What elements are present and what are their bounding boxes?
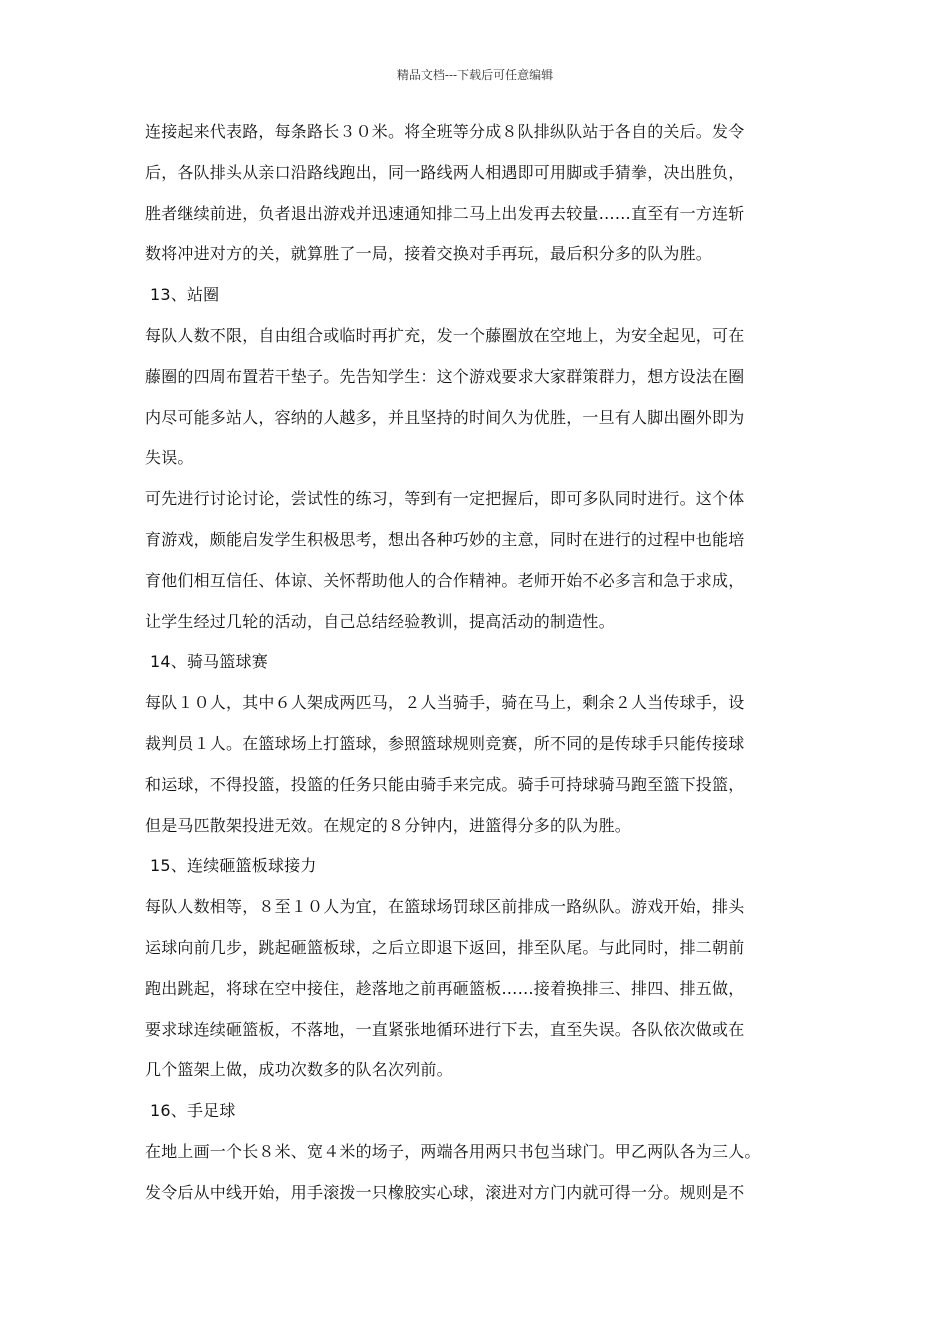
text-line: 内尽可能多站人，容纳的人越多，并且坚持的时间久为优胜，一旦有人脚出圈外即为 — [145, 407, 745, 427]
text-line: 但是马匹散架投进无效。在规定的８分钟内，进篮得分多的队为胜。 — [145, 815, 632, 835]
section-heading-14: 14、骑马篮球赛 — [150, 652, 268, 672]
section-heading-15: 15、连续砸篮板球接力 — [150, 856, 317, 876]
text-line: 可先进行讨论讨论，尝试性的练习，等到有一定把握后，即可多队同时进行。这个体 — [145, 489, 745, 509]
text-line: 跑出跳起，将球在空中接住，趁落地之前再砸篮板……接着换排三、排四、排五做， — [145, 978, 745, 998]
text-line: 要求球连续砸篮板，不落地，一直紧张地循环进行下去，直至失误。各队依次做或在 — [145, 1019, 745, 1039]
section-heading-13: 13、站圈 — [150, 285, 220, 305]
text-line: 几个篮架上做，成功次数多的队名次列前。 — [145, 1060, 453, 1080]
text-line: 育游戏，颇能启发学生积极思考，想出各种巧妙的主意，同时在进行的过程中也能培 — [145, 529, 745, 549]
text-line: 裁判员１人。在篮球场上打篮球，参照篮球规则竞赛，所不同的是传球手只能传接球 — [145, 733, 745, 753]
text-line: 数将冲进对方的关，就算胜了一局，接着交换对手再玩，最后积分多的队为胜。 — [145, 244, 713, 264]
text-line: 连接起来代表路，每条路长３０米。将全班等分成８队排纵队站于各自的关后。发令 — [145, 122, 745, 141]
text-line: 在地上画一个长８米、宽４米的场子，两端各用两只书包当球门。甲乙两队各为三人。 — [145, 1141, 761, 1161]
section-heading-16: 16、手足球 — [150, 1101, 236, 1121]
text-line: 每队人数不限，自由组合或临时再扩充，发一个藤圈放在空地上，为安全起见，可在 — [145, 325, 745, 345]
text-line: 胜者继续前进，负者退出游戏并迅速通知排二马上出发再去较量……直至有一方连斩 — [145, 203, 745, 223]
text-line: 每队人数相等，８至１０人为宜，在篮球场罚球区前排成一路纵队。游戏开始，排头 — [145, 897, 745, 917]
text-line: 育他们相互信任、体谅、关怀帮助他人的合作精神。老师开始不必多言和急于求成， — [145, 570, 745, 590]
text-line: 失误。 — [145, 448, 194, 468]
text-line: 藤圈的四周布置若干垫子。先告知学生：这个游戏要求大家群策群力，想方设法在圈 — [145, 366, 745, 386]
page-header: 精品文档---下载后可任意编辑 — [396, 68, 554, 82]
document-body — [145, 122, 815, 1224]
text-line: 发令后从中线开始，用手滚拨一只橡胶实心球，滚进对方门内就可得一分。规则是不 — [145, 1182, 745, 1202]
text-line: 让学生经过几轮的活动，自己总结经验教训，提高活动的制造性。 — [145, 611, 615, 631]
text-line: 和运球，不得投篮，投篮的任务只能由骑手来完成。骑手可持球骑马跑至篮下投篮， — [145, 774, 745, 794]
text-line: 每队１０人，其中６人架成两匹马，２人当骑手，骑在马上，剩余２人当传球手，设 — [145, 693, 745, 713]
text-line: 运球向前几步，跳起砸篮板球，之后立即退下返回，排至队尾。与此同时，排二朝前 — [145, 937, 745, 957]
text-line: 后，各队排头从亲口沿路线跑出，同一路线两人相遇即可用脚或手猜拳，决出胜负， — [145, 162, 745, 182]
